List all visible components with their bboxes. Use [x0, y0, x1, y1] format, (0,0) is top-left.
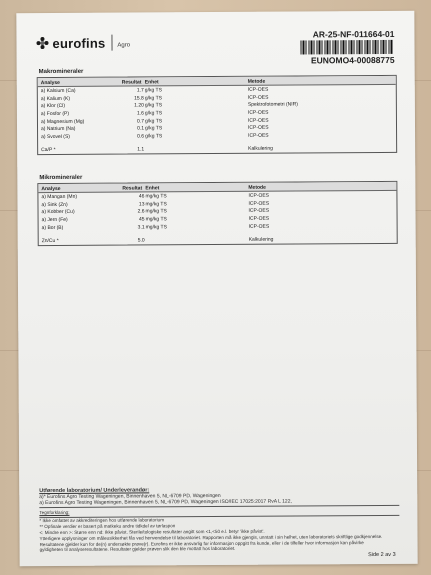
col-method: Metode	[247, 78, 266, 85]
result-value: 15.8	[134, 95, 144, 102]
result-value: 45	[138, 216, 145, 223]
method-name: ICP-OES	[248, 223, 270, 230]
method-name: ICP-OES	[248, 192, 270, 199]
micro-table	[37, 181, 397, 246]
logo-divider	[111, 35, 112, 51]
footer-note: <: Mindre enn >: Større enn nd: Ikke påvist. Sterile/tologiske resultater angitt som <1,<50 e.l. betyr 'ikke påvist'.	[39, 528, 265, 536]
analyte-name: a) Bor (B)	[41, 224, 64, 231]
analyte-name: a) Mangan (Mn)	[41, 194, 78, 201]
method-name: ICP-OES	[247, 117, 269, 124]
result-value: 1.20	[134, 102, 144, 109]
col-analysis: Analyse	[40, 79, 60, 86]
table-row: Zn/Cu * 5.0 Kalkulering	[41, 236, 274, 245]
result-value: 2.6	[137, 208, 145, 215]
col-method: Metode	[248, 184, 266, 191]
result-value: 1.6	[136, 110, 144, 117]
result-value: 13	[138, 201, 145, 208]
barcode	[300, 40, 392, 55]
method-name: ICP-OES	[248, 124, 269, 131]
analyte-name: a) Jern (Fe)	[41, 216, 68, 224]
col-analysis: Analyse	[41, 185, 61, 192]
macro-table	[37, 75, 397, 155]
result-unit: g/kg TS	[144, 87, 162, 94]
method-name: ICP-OES	[247, 109, 269, 116]
result-value: 46	[138, 193, 145, 200]
table-row: Ca/P * 1.1 Kalkulering	[41, 145, 273, 154]
page-number: Side 2 av 3	[368, 551, 396, 559]
analyte-name: a) Kalsium (Ca)	[40, 88, 76, 95]
analyte-name: a) Fosfor (P)	[40, 110, 70, 118]
result-unit: mg/kg TS	[145, 223, 167, 230]
result-unit: mg/kg TS	[145, 193, 167, 200]
footer-lab-2: a) Eurofins Agro Testing Wageningen, Binnenhaven 5, NL-6709 PD, Wageningen ISO/IEC 17025:2017 RvA L 122,	[39, 498, 292, 506]
result-unit: g/kg TS	[144, 117, 163, 124]
method-name: ICP-OES	[248, 200, 270, 207]
analyte-name: a) Kobber (Cu)	[41, 209, 75, 216]
col-result: Resultat	[121, 78, 142, 86]
result-value: 0.7	[137, 118, 144, 125]
result-value: 1.7	[136, 87, 144, 94]
footer-note: ** Opfinale verdier er basert på matkeku andre tidkdel av tørlaspon	[39, 523, 176, 530]
report-page	[16, 11, 417, 566]
logo-text: eurofins	[52, 35, 106, 51]
analyte-name: a) Magnesium (Mg)	[40, 118, 85, 125]
footer-note: * Ikke omfattet av akkrediteringen hos utførende laboratorium	[39, 517, 165, 524]
barcode-number: EUNOMO4-00088775	[310, 54, 395, 66]
col-unit: Enhet	[144, 78, 159, 85]
col-unit: Enhet	[145, 184, 160, 191]
footer-lab-1: a)* Eurofins Agro Testing Wageningen, Binnenhaven 5, NL-6709 PD, Wageningen	[39, 492, 221, 500]
logo-subtitle: Agro	[117, 42, 131, 49]
result-unit: mg/kg TS	[145, 208, 167, 215]
result-value: 0.1	[137, 125, 145, 132]
result-unit: g/kg TS	[145, 125, 163, 132]
footer-legend-label: Tegnforklaring:	[39, 509, 70, 516]
report-footer	[39, 487, 399, 553]
analyte-name: a) Sink (Zn)	[41, 201, 68, 208]
document-number: AR-25-NF-011664-01	[312, 28, 395, 40]
method-name: ICP-OES	[248, 208, 270, 215]
footer-note: gyldigheten til analyseresultatene. Resultater gjelder prøven slik den ble mottatt hos laboratoriet.	[39, 546, 236, 553]
result-unit: g/kg TS	[144, 110, 163, 117]
footer-note: Ytterligere opplysninger om måleusikkerhet fås ved henvendelse til laboratoriet. Rapporten må ikke gjengis, unntatt i sin helhet, uten laboratoriets skriftlige godkjennelse.	[39, 533, 383, 541]
col-result: Resultat	[122, 184, 143, 192]
analyte-name: a) Svovel (S)	[41, 133, 70, 140]
eurofins-logo-icon	[36, 37, 48, 49]
result-value: 3.1	[137, 224, 145, 231]
result-unit: g/kg TS	[145, 133, 163, 140]
method-name: ICP-OES	[248, 215, 270, 222]
analyte-name: a) Klor (Cl)	[40, 103, 66, 110]
micro-section-title: Mikromineraler	[39, 174, 83, 182]
footer-note: Resultatene gjelder kun for de(n) undersøkte prøve(r). Eurofins er ikke ansvarlig for informasjon oppgitt fra kunde, eller i de tilfeller hvor informasjon kan påvirke	[39, 539, 364, 547]
method-name: Spektrofotometri (NIR)	[247, 101, 298, 109]
analyte-name: a) Kalium (K)	[40, 95, 71, 102]
footer-title: Utførende laboratorium/ Underleverandør:	[39, 487, 150, 495]
method-name: ICP-OES	[247, 94, 269, 101]
result-unit: g/kg TS	[144, 102, 163, 109]
result-unit: mg/kg TS	[145, 216, 167, 223]
analyte-name: a) Natrium (Na)	[41, 126, 76, 133]
method-name: ICP-OES	[247, 86, 269, 93]
result-unit: mg/kg TS	[145, 201, 167, 208]
eurofins-logo	[36, 35, 130, 52]
method-name: ICP-OES	[248, 132, 269, 139]
macro-section-title: Makromineraler	[38, 68, 84, 76]
result-value: 0.6	[137, 133, 145, 140]
result-unit: g/kg TS	[144, 95, 162, 102]
